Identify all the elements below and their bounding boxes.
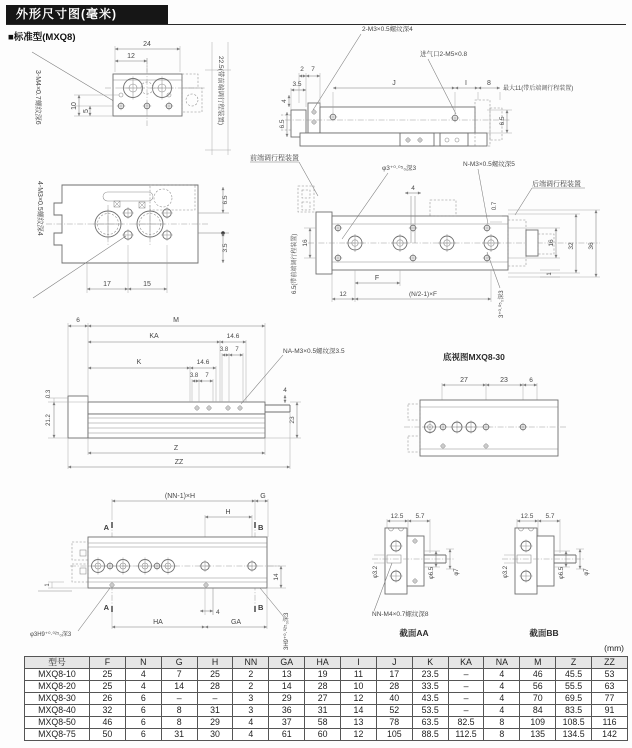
hole-note: φ3⁺⁰·⁰⁵₀深3 — [382, 165, 417, 172]
dim-0-3: 0.3 — [46, 389, 52, 399]
drawing-bottom-view — [404, 352, 566, 456]
dim-NF: (N/2-1)×F — [409, 291, 437, 298]
value-cell: 6 — [125, 693, 161, 705]
front-adjuster-note: 前端调行程装置 — [250, 155, 299, 162]
thread-note: 2-M3×0.5螺纹深4 — [362, 26, 413, 33]
thread-note: N-M3×0.5螺纹深5 — [463, 161, 515, 168]
dim-14-6a: 14.6 — [226, 333, 240, 340]
dim-6-5-right: 6.5 — [499, 116, 506, 126]
value-cell: 26 — [90, 693, 126, 705]
model-cell: MXQ8-50 — [25, 717, 90, 729]
value-cell: 109 — [520, 717, 556, 729]
column-header: J — [376, 657, 412, 669]
value-cell: 13 — [269, 669, 305, 681]
dim-I: I — [465, 80, 467, 87]
dim-8: 8 — [487, 80, 491, 87]
value-cell: 105 — [376, 729, 412, 741]
dim-1: 1 — [45, 583, 51, 587]
dim-10: 10 — [71, 102, 78, 110]
drawing-shape — [186, 94, 198, 106]
drawing-shape — [182, 74, 198, 88]
bottom-view-title: 底视图MXQ8-30 — [443, 352, 505, 362]
value-cell: 4 — [484, 693, 520, 705]
dim-4: 4 — [216, 609, 220, 616]
drawing-shape — [80, 568, 86, 574]
value-cell: 32 — [90, 705, 126, 717]
value-cell: 52 — [376, 705, 412, 717]
dim-12-5: 12.5 — [390, 513, 404, 520]
value-cell: 4 — [233, 717, 269, 729]
dim-K: K — [136, 359, 142, 366]
unit-note: (mm) — [604, 643, 624, 653]
value-cell: 25 — [90, 681, 126, 693]
value-cell: 28 — [305, 681, 341, 693]
drawing-plan-view — [33, 181, 229, 298]
header-row — [25, 657, 628, 669]
section-B-top: B — [258, 523, 264, 532]
thread-note: 3-M4×0.7螺纹深6 — [34, 70, 41, 125]
dim-H: H — [225, 509, 231, 516]
dim-7a: 7 — [235, 347, 239, 353]
drawing-shape — [80, 550, 86, 556]
dim-M: M — [173, 317, 179, 324]
value-cell: – — [448, 693, 484, 705]
drawing-shape — [408, 404, 420, 420]
dim-ZZ: ZZ — [174, 459, 184, 466]
column-header: NA — [484, 657, 520, 669]
dim-4-left: 4 — [281, 99, 288, 103]
dim-4: 4 — [283, 387, 287, 394]
drawing-shape — [408, 436, 420, 452]
value-cell: 8 — [484, 729, 520, 741]
column-header: K — [412, 657, 448, 669]
dim-phi7: φ7 — [454, 568, 460, 576]
section-B-bottom: B — [258, 603, 264, 612]
column-header: KA — [448, 657, 484, 669]
model-cell: MXQ8-20 — [25, 681, 90, 693]
drawing-shape — [385, 528, 407, 594]
dim-7: 7 — [311, 66, 315, 73]
value-cell: 134.5 — [556, 729, 592, 741]
page-title: 外形尺寸图(毫米) — [6, 5, 168, 24]
column-header: HA — [305, 657, 341, 669]
dim-23: 23 — [289, 416, 296, 424]
value-cell: 12 — [341, 729, 377, 741]
value-cell: 11 — [341, 669, 377, 681]
dim-23: 23 — [500, 377, 508, 384]
value-cell: 8 — [161, 717, 197, 729]
drawing-side-view-top — [279, 24, 573, 146]
value-cell: 53 — [592, 669, 628, 681]
value-cell: – — [448, 705, 484, 717]
table-row — [25, 669, 628, 681]
dim-phi6-5: φ6.5 — [559, 566, 565, 580]
value-cell: 50 — [90, 729, 126, 741]
hole-note: φ3H9⁺⁰·⁰²⁵₀深3 — [30, 632, 72, 638]
drawing-shape — [68, 396, 88, 438]
section-bb-title: 截面BB — [529, 628, 559, 638]
value-cell: 31 — [197, 705, 233, 717]
dim-14-6b: 14.6 — [196, 359, 210, 366]
dim-4: 4 — [411, 185, 415, 192]
dim-3-8a: 3.8 — [219, 347, 229, 353]
value-cell: – — [161, 693, 197, 705]
dim-phi6-5: φ6.5 — [429, 566, 435, 580]
value-cell: 63 — [592, 681, 628, 693]
value-cell: 4 — [484, 705, 520, 717]
drawing-shape — [537, 536, 554, 586]
column-header: N — [125, 657, 161, 669]
table-row — [25, 693, 628, 705]
dim-17: 17 — [103, 281, 111, 288]
value-cell: 78 — [376, 717, 412, 729]
value-cell: 4 — [484, 681, 520, 693]
value-cell: 108.5 — [556, 717, 592, 729]
dim-3-5: 3.5 — [292, 81, 302, 88]
value-cell: 4 — [125, 681, 161, 693]
value-cell: 83.5 — [556, 705, 592, 717]
value-cell: 8 — [161, 705, 197, 717]
value-cell: 10 — [341, 681, 377, 693]
value-cell: 70 — [520, 693, 556, 705]
value-cell: 25 — [90, 669, 126, 681]
drawing-shape — [428, 59, 456, 114]
value-cell: 43.5 — [412, 693, 448, 705]
dim-24: 24 — [143, 41, 151, 48]
dim-21-2: 21.2 — [46, 414, 52, 426]
dimension-table — [24, 656, 628, 741]
dim-J: J — [392, 80, 396, 87]
dim-14: 14 — [273, 573, 280, 581]
value-cell: 17 — [376, 669, 412, 681]
value-cell: 82.5 — [448, 717, 484, 729]
value-cell: 4 — [484, 669, 520, 681]
value-cell: 31 — [161, 729, 197, 741]
dim-32: 32 — [568, 242, 575, 250]
drawing-shape — [515, 188, 532, 215]
value-cell: 142 — [592, 729, 628, 741]
column-header: G — [161, 657, 197, 669]
drawing-shape — [241, 355, 283, 404]
value-cell: 77 — [592, 693, 628, 705]
page-subtitle: ■标准型(MXQ8) — [8, 32, 76, 43]
value-cell: 27 — [305, 693, 341, 705]
drawing-top-view — [32, 41, 231, 155]
value-cell: 55.5 — [556, 681, 592, 693]
dim-12-5: 12.5 — [520, 513, 534, 520]
value-cell: 2 — [233, 681, 269, 693]
section-aa-title: 截面AA — [399, 628, 429, 638]
dim-15: 15 — [143, 281, 151, 288]
column-header: 型号 — [25, 657, 90, 669]
value-cell: 37 — [269, 717, 305, 729]
section-A-top: A — [103, 523, 109, 532]
column-header: I — [341, 657, 377, 669]
drawing-shape — [302, 190, 310, 198]
dim-6: 6 — [529, 377, 533, 384]
dim-Z: Z — [173, 445, 179, 452]
drawing-shape — [308, 103, 320, 133]
column-header: NN — [233, 657, 269, 669]
value-cell: 53.5 — [412, 705, 448, 717]
value-cell: 12 — [341, 693, 377, 705]
value-cell: 36 — [269, 705, 305, 717]
value-cell: 6 — [125, 705, 161, 717]
dim-phi3-2: φ3.2 — [503, 565, 509, 579]
dim-5-7: 5.7 — [545, 513, 555, 520]
value-cell: – — [197, 693, 233, 705]
value-cell: – — [448, 681, 484, 693]
value-cell: 13 — [341, 717, 377, 729]
dim-3-5: 3.5 — [222, 243, 229, 253]
model-cell: MXQ8-40 — [25, 705, 90, 717]
value-cell: 4 — [125, 669, 161, 681]
slot-note: 3⁺⁰·⁰⁵₀深3 — [499, 290, 505, 318]
dim-6-5-left: 6.5 — [279, 119, 286, 129]
table-row — [25, 729, 628, 741]
value-cell: 58 — [305, 717, 341, 729]
value-cell: 135 — [520, 729, 556, 741]
model-cell: MXQ8-75 — [25, 729, 90, 741]
value-cell: 46 — [520, 669, 556, 681]
column-header: M — [520, 657, 556, 669]
drawing-shape — [260, 588, 283, 616]
drawing-shape — [32, 52, 117, 103]
dim-GA: GA — [230, 619, 242, 626]
section-A-bottom: A — [103, 603, 109, 612]
drawing-shape — [182, 88, 202, 112]
value-cell: 30 — [197, 729, 233, 741]
value-cell: 7 — [161, 669, 197, 681]
value-cell: 23.5 — [412, 669, 448, 681]
thread-note: NA-M3×0.5螺纹深3.5 — [283, 348, 345, 355]
drawing-shape — [88, 537, 267, 588]
dim-12: 12 — [339, 291, 347, 298]
dim-HA: HA — [153, 619, 163, 626]
value-cell: 4 — [233, 729, 269, 741]
column-header: ZZ — [592, 657, 628, 669]
dim-0-7: 0.7 — [492, 201, 498, 211]
air-port-note: 进气口2-M5×0.8 — [420, 51, 468, 58]
stroke-note: 22.5(带前端调行程装置) — [217, 56, 224, 125]
column-header: H — [197, 657, 233, 669]
rear-adjuster-note: 后端调行程装置 — [532, 181, 581, 188]
drawing-shape — [88, 414, 265, 438]
dim-1: 1 — [547, 272, 553, 276]
value-cell: 28 — [376, 681, 412, 693]
value-cell: 14 — [161, 681, 197, 693]
thread-note: NN-M4×0.7螺纹深8 — [372, 611, 429, 618]
thread-note: 4-M3×0.5螺纹深4 — [36, 181, 43, 236]
value-cell: 46 — [90, 717, 126, 729]
slot-note: 3H9⁺⁰·⁰²⁵₀深3 — [284, 612, 290, 650]
column-header: GA — [269, 657, 305, 669]
dim-16: 16 — [548, 239, 555, 247]
value-cell: 40 — [376, 693, 412, 705]
value-cell: 28 — [197, 681, 233, 693]
value-cell: 19 — [305, 669, 341, 681]
drawing-shape — [407, 536, 424, 586]
drawing-side-view-main — [250, 153, 600, 318]
value-cell: 8 — [484, 717, 520, 729]
drawing-elevation — [46, 317, 345, 469]
value-cell: 69.5 — [556, 693, 592, 705]
drawing-shape — [526, 230, 538, 256]
dim-16-left: 16 — [302, 239, 309, 247]
dim-2: 2 — [300, 66, 304, 73]
table-row — [25, 681, 628, 693]
dim-6: 6 — [76, 317, 80, 324]
value-cell: 61 — [269, 729, 305, 741]
value-cell: 14 — [341, 705, 377, 717]
model-cell: MXQ8-30 — [25, 693, 90, 705]
value-cell: 2 — [233, 669, 269, 681]
value-cell: 45.5 — [556, 669, 592, 681]
dim-7b: 7 — [205, 373, 209, 379]
dim-27: 27 — [460, 377, 468, 384]
dim-phi3-2: φ3.2 — [373, 565, 379, 579]
drawing-section-aa — [372, 513, 460, 638]
drawing-shape — [515, 528, 537, 594]
value-cell: 56 — [520, 681, 556, 693]
value-cell: 6 — [125, 729, 161, 741]
column-header: Z — [556, 657, 592, 669]
value-cell: 29 — [269, 693, 305, 705]
table-row — [25, 717, 628, 729]
drawing-shape — [430, 200, 456, 216]
drawing-section-bb — [502, 513, 590, 638]
dim-phi7: φ7 — [584, 568, 590, 576]
value-cell: 91 — [592, 705, 628, 717]
value-cell: 29 — [197, 717, 233, 729]
dim-6-5: 6.5 — [222, 195, 229, 205]
drawing-shape — [113, 74, 182, 116]
dim-5-7: 5.7 — [415, 513, 425, 520]
value-cell: 33.5 — [412, 681, 448, 693]
column-header: F — [90, 657, 126, 669]
dim-12: 12 — [127, 53, 135, 60]
dim-NN-H: (NN-1)×H — [164, 493, 196, 500]
value-cell: 63.5 — [412, 717, 448, 729]
value-cell: 31 — [305, 705, 341, 717]
dim-5: 5 — [83, 109, 90, 113]
drawing-shape — [302, 202, 310, 210]
dim-36: 36 — [588, 242, 595, 250]
value-cell: 60 — [305, 729, 341, 741]
dim-F: F — [374, 275, 380, 282]
value-cell: – — [448, 669, 484, 681]
model-cell: MXQ8-10 — [25, 669, 90, 681]
value-cell: 116 — [592, 717, 628, 729]
value-cell: 25 — [197, 669, 233, 681]
value-cell: 112.5 — [448, 729, 484, 741]
max-stroke-note: 最大11(带后端调行程装置) — [503, 86, 574, 92]
table-row — [25, 705, 628, 717]
dim-G: G — [260, 493, 266, 500]
value-cell: 3 — [233, 693, 269, 705]
value-cell: 14 — [269, 681, 305, 693]
drawing-plan-view-bottom — [30, 493, 290, 650]
value-cell: 3 — [233, 705, 269, 717]
dim-3-8b: 3.8 — [189, 373, 199, 379]
value-cell: 88.5 — [412, 729, 448, 741]
left-stroke-note: 6.5(带前端调行程装置) — [292, 233, 298, 294]
value-cell: 6 — [125, 717, 161, 729]
dim-KA: KA — [149, 333, 159, 340]
value-cell: 84 — [520, 705, 556, 717]
